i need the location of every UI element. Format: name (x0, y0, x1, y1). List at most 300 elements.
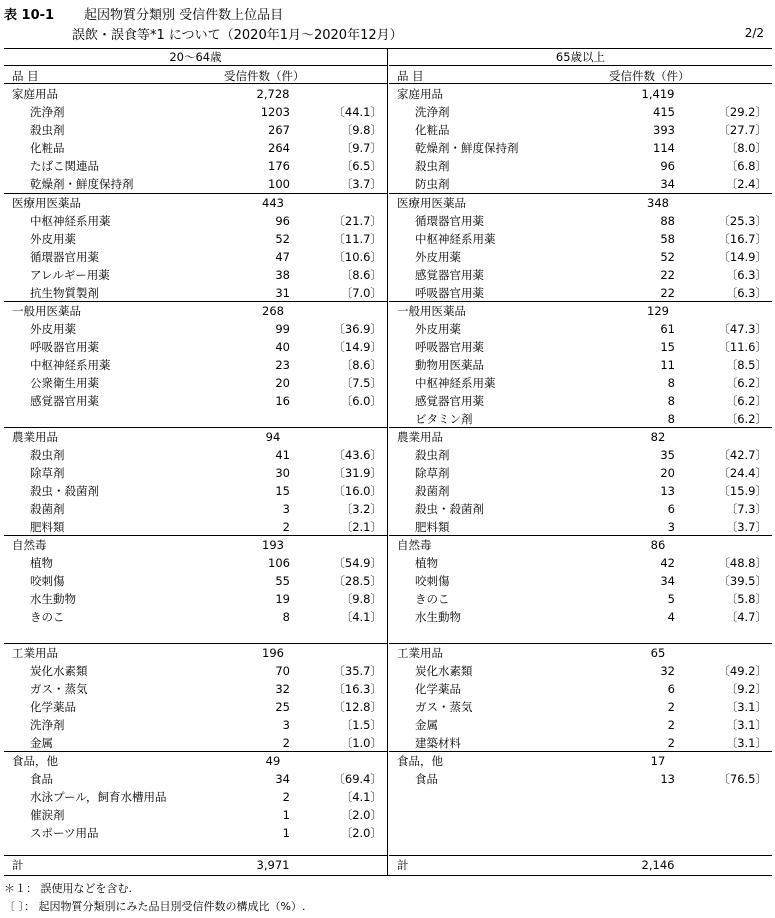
item-row (389, 266, 772, 284)
item-row (389, 356, 772, 374)
category-name: 農業用品 (12, 430, 58, 444)
item-name: 水泳プール，飼育水槽用品 (30, 790, 167, 804)
data-table (4, 48, 772, 876)
item-name: 除草剤 (415, 466, 450, 480)
item-row (389, 734, 772, 752)
item-ratio: 〔4.7〕 (725, 610, 767, 624)
item-count: 2 (282, 790, 290, 804)
item-ratio: 〔3.7〕 (340, 177, 382, 191)
item-count: 264 (268, 141, 290, 155)
item-name: 循環器官用薬 (415, 214, 484, 228)
column-count-label: 受信件数（件） (224, 69, 305, 83)
right-half-65-plus (389, 49, 772, 875)
item-row (389, 392, 772, 410)
item-ratio: 〔11.6〕 (718, 340, 767, 354)
item-row (389, 248, 772, 266)
category-group (389, 535, 772, 626)
item-row (389, 121, 772, 139)
item-row (389, 157, 772, 175)
item-count: 19 (275, 592, 290, 606)
item-count: 30 (275, 466, 290, 480)
item-count: 1 (282, 808, 290, 822)
item-ratio: 〔6.0〕 (340, 394, 382, 408)
item-name: 水生動物 (30, 592, 76, 606)
item-name: スポーツ用品 (30, 826, 99, 840)
category-row (4, 85, 387, 103)
left-half-20-64 (4, 49, 387, 875)
item-row (4, 770, 387, 788)
item-row (389, 284, 772, 302)
category-total: 348 (647, 196, 669, 210)
item-ratio: 〔9.8〕 (340, 592, 382, 606)
item-name: 肥料類 (415, 520, 450, 534)
item-ratio: 〔3.1〕 (725, 736, 767, 750)
item-row (389, 680, 772, 698)
category-row (4, 536, 387, 554)
item-count: 52 (660, 250, 675, 264)
category-group (389, 193, 772, 302)
item-count: 2 (667, 700, 675, 714)
category-total: 443 (262, 196, 284, 210)
item-row (389, 103, 772, 121)
item-name: 洗浄剤 (30, 105, 65, 119)
age-header: 20～64歳 (4, 49, 387, 66)
item-name: 催涙剤 (30, 808, 65, 822)
item-count: 393 (653, 123, 675, 137)
item-count: 6 (667, 682, 675, 696)
item-ratio: 〔6.3〕 (725, 268, 767, 282)
category-row (4, 752, 387, 770)
item-ratio: 〔36.9〕 (333, 322, 382, 336)
item-row (4, 320, 387, 338)
item-ratio: 〔2.4〕 (725, 177, 767, 191)
total-label: 計 (397, 858, 409, 872)
category-name: 自然毒 (12, 538, 47, 552)
category-total: 17 (650, 754, 666, 768)
item-count: 31 (275, 286, 290, 300)
category-total: 268 (262, 304, 284, 318)
item-row (389, 770, 772, 788)
category-name: 家庭用品 (397, 87, 443, 101)
category-group (4, 427, 387, 536)
age-header: 65歳以上 (389, 49, 772, 66)
column-divider (387, 49, 388, 875)
item-row (4, 734, 387, 752)
item-ratio: 〔6.3〕 (725, 286, 767, 300)
item-name: 殺菌剤 (30, 502, 65, 516)
item-count: 96 (660, 159, 675, 173)
item-name: 植物 (415, 556, 438, 570)
item-row (4, 392, 387, 410)
item-ratio: 〔2.0〕 (340, 826, 382, 840)
item-count: 22 (660, 268, 675, 282)
item-name: ガス・蒸気 (415, 700, 473, 714)
item-row (4, 464, 387, 482)
item-count: 415 (653, 105, 675, 119)
category-name: 農業用品 (397, 430, 443, 444)
column-header (4, 66, 387, 84)
item-row (4, 157, 387, 175)
item-row (389, 662, 772, 680)
item-ratio: 〔14.9〕 (718, 250, 767, 264)
item-ratio: 〔7.5〕 (340, 376, 382, 390)
total-row (4, 855, 387, 874)
item-name: 洗浄剤 (30, 718, 65, 732)
item-row (389, 175, 772, 193)
item-row (389, 518, 772, 536)
item-count: 40 (275, 340, 290, 354)
item-name: 肥料類 (30, 520, 65, 534)
category-total: 49 (265, 754, 281, 768)
item-row (4, 338, 387, 356)
total-label: 計 (12, 858, 24, 872)
item-row (389, 554, 772, 572)
item-count: 5 (667, 592, 675, 606)
item-count: 2 (282, 736, 290, 750)
item-ratio: 〔44.1〕 (333, 105, 382, 119)
item-count: 47 (275, 250, 290, 264)
item-ratio: 〔39.5〕 (718, 574, 767, 588)
item-name: 感覚器官用薬 (415, 268, 484, 282)
table-label: 表 10-1 (4, 8, 55, 23)
item-count: 4 (667, 610, 675, 624)
item-name: 外皮用薬 (415, 250, 461, 264)
item-count: 2 (667, 736, 675, 750)
total-value: 2,146 (641, 858, 675, 872)
item-ratio: 〔4.1〕 (340, 610, 382, 624)
item-ratio: 〔8.0〕 (725, 141, 767, 155)
item-ratio: 〔16.7〕 (718, 232, 767, 246)
item-row (4, 680, 387, 698)
item-name: 防虫剤 (415, 177, 450, 191)
category-total: 196 (262, 646, 284, 660)
item-count: 8 (282, 610, 290, 624)
item-name: 呼吸器官用薬 (415, 286, 484, 300)
category-row (389, 302, 772, 320)
item-name: ガス・蒸気 (30, 682, 88, 696)
item-ratio: 〔54.9〕 (333, 556, 382, 570)
item-ratio: 〔16.0〕 (333, 484, 382, 498)
item-name: 殺虫剤 (30, 123, 65, 137)
total-value: 3,971 (256, 858, 290, 872)
category-name: 工業用品 (12, 646, 58, 660)
footnotes (4, 880, 305, 916)
item-count: 8 (667, 412, 675, 426)
item-row (389, 500, 772, 518)
item-name: 炭化水素類 (30, 664, 88, 678)
item-row (389, 698, 772, 716)
item-count: 42 (660, 556, 675, 570)
item-name: 殺虫・殺菌剤 (415, 502, 484, 516)
item-ratio: 〔31.9〕 (333, 466, 382, 480)
item-name: 感覚器官用薬 (415, 394, 484, 408)
footnote-1: ＊１： 誤使用などを含む. (4, 882, 132, 895)
item-count: 20 (660, 466, 675, 480)
item-ratio: 〔42.7〕 (718, 448, 767, 462)
item-count: 96 (275, 214, 290, 228)
item-count: 6 (667, 502, 675, 516)
item-name: 金属 (415, 718, 438, 732)
item-count: 114 (653, 141, 675, 155)
category-name: 家庭用品 (12, 87, 58, 101)
item-count: 55 (275, 574, 290, 588)
category-name: 医療用医薬品 (12, 196, 81, 210)
item-name: きのこ (30, 610, 65, 624)
category-row (389, 536, 772, 554)
item-name: 建築材料 (415, 736, 461, 750)
item-row (4, 554, 387, 572)
item-ratio: 〔16.3〕 (333, 682, 382, 696)
item-ratio: 〔1.0〕 (340, 736, 382, 750)
item-row (389, 482, 772, 500)
item-count: 1203 (260, 105, 290, 119)
item-name: アレルギー用薬 (30, 268, 110, 282)
item-name: 化学薬品 (30, 700, 76, 714)
item-count: 58 (660, 232, 675, 246)
item-row (4, 356, 387, 374)
item-row (4, 698, 387, 716)
item-name: 殺虫剤 (30, 448, 65, 462)
item-row (389, 230, 772, 248)
category-total: 65 (650, 646, 666, 660)
column-header (389, 66, 772, 84)
item-count: 23 (275, 358, 290, 372)
item-ratio: 〔2.1〕 (340, 520, 382, 534)
item-ratio: 〔69.4〕 (333, 772, 382, 786)
category-row (4, 428, 387, 446)
item-ratio: 〔6.2〕 (725, 412, 767, 426)
category-row (4, 194, 387, 212)
item-name: 咬刺傷 (30, 574, 65, 588)
category-row (389, 644, 772, 662)
item-name: 外皮用薬 (415, 322, 461, 336)
footnote-2: 〔 〕： 起因物質分類別にみた品目別受信件数の構成比（%）. (4, 900, 306, 913)
item-ratio: 〔48.8〕 (718, 556, 767, 570)
item-row (4, 572, 387, 590)
item-ratio: 〔7.0〕 (340, 286, 382, 300)
item-row (4, 248, 387, 266)
category-name: 食品，他 (397, 754, 443, 768)
item-name: 食品 (30, 772, 53, 786)
item-count: 8 (667, 394, 675, 408)
item-count: 11 (660, 358, 675, 372)
item-row (4, 446, 387, 464)
item-ratio: 〔28.5〕 (333, 574, 382, 588)
item-name: 植物 (30, 556, 53, 570)
item-name: 外皮用薬 (30, 322, 76, 336)
item-name: 動物用医薬品 (415, 358, 484, 372)
item-count: 1 (282, 826, 290, 840)
item-name: 金属 (30, 736, 53, 750)
item-name: 殺虫剤 (415, 448, 450, 462)
category-row (389, 428, 772, 446)
item-count: 20 (275, 376, 290, 390)
category-total: 82 (650, 430, 666, 444)
category-group (389, 301, 772, 428)
item-ratio: 〔29.2〕 (718, 105, 767, 119)
item-name: 洗浄剤 (415, 105, 450, 119)
item-row (389, 374, 772, 392)
item-name: 殺虫・殺菌剤 (30, 484, 99, 498)
item-ratio: 〔3.2〕 (340, 502, 382, 516)
page-number: 2/2 (744, 26, 764, 40)
item-count: 88 (660, 214, 675, 228)
item-row (4, 175, 387, 193)
column-count-label: 受信件数（件） (609, 69, 690, 83)
item-count: 22 (660, 286, 675, 300)
item-count: 41 (275, 448, 290, 462)
category-row (4, 302, 387, 320)
item-count: 2 (282, 520, 290, 534)
item-name: 化粧品 (415, 123, 450, 137)
item-name: 除草剤 (30, 466, 65, 480)
item-name: 化学薬品 (415, 682, 461, 696)
item-count: 15 (660, 340, 675, 354)
item-name: 外皮用薬 (30, 232, 76, 246)
item-name: 水生動物 (415, 610, 461, 624)
title-block (4, 4, 772, 44)
item-ratio: 〔14.9〕 (333, 340, 382, 354)
item-row (389, 572, 772, 590)
item-ratio: 〔3.1〕 (725, 700, 767, 714)
item-name: きのこ (415, 592, 450, 606)
item-ratio: 〔6.2〕 (725, 394, 767, 408)
item-row (4, 824, 387, 842)
category-group (4, 301, 387, 410)
item-ratio: 〔21.7〕 (333, 214, 382, 228)
item-name: 呼吸器官用薬 (30, 340, 99, 354)
item-ratio: 〔5.8〕 (725, 592, 767, 606)
item-ratio: 〔9.2〕 (725, 682, 767, 696)
item-count: 32 (660, 664, 675, 678)
item-ratio: 〔27.7〕 (718, 123, 767, 137)
item-name: 感覚器官用薬 (30, 394, 99, 408)
table-subtitle: 誤飲・誤食等*1 について（2020年1月～2020年12月） (72, 28, 403, 43)
item-ratio: 〔2.0〕 (340, 808, 382, 822)
category-group (389, 643, 772, 752)
item-row (389, 212, 772, 230)
item-count: 3 (282, 502, 290, 516)
item-row (389, 590, 772, 608)
item-count: 176 (268, 159, 290, 173)
item-count: 32 (275, 682, 290, 696)
item-row (389, 410, 772, 428)
item-name: 乾燥剤・鮮度保持剤 (30, 177, 134, 191)
item-count: 2 (667, 718, 675, 732)
item-count: 34 (275, 772, 290, 786)
item-name: 中枢神経系用薬 (30, 214, 111, 228)
item-row (4, 482, 387, 500)
item-row (4, 608, 387, 626)
item-name: 呼吸器官用薬 (415, 340, 484, 354)
item-name: 乾燥剤・鮮度保持剤 (415, 141, 519, 155)
item-name: 公衆衛生用薬 (30, 376, 99, 390)
item-name: 中枢神経系用薬 (30, 358, 111, 372)
item-ratio: 〔1.5〕 (340, 718, 382, 732)
category-row (4, 644, 387, 662)
item-row (4, 374, 387, 392)
item-row (389, 446, 772, 464)
item-count: 70 (275, 664, 290, 678)
item-row (4, 806, 387, 824)
item-ratio: 〔9.8〕 (340, 123, 382, 137)
item-count: 38 (275, 268, 290, 282)
column-item-label: 品 目 (12, 69, 39, 83)
item-count: 3 (667, 520, 675, 534)
category-group (389, 751, 772, 788)
item-ratio: 〔7.3〕 (725, 502, 767, 516)
item-ratio: 〔35.7〕 (333, 664, 382, 678)
item-name: 中枢神経系用薬 (415, 376, 496, 390)
category-total: 129 (647, 304, 669, 318)
category-row (389, 194, 772, 212)
item-name: たばこ関連品 (30, 159, 99, 173)
category-group (4, 751, 387, 842)
category-name: 自然毒 (397, 538, 432, 552)
item-row (4, 500, 387, 518)
item-count: 13 (660, 484, 675, 498)
category-row (389, 85, 772, 103)
item-name: ビタミン剤 (415, 412, 473, 426)
item-count: 13 (660, 772, 675, 786)
category-name: 工業用品 (397, 646, 443, 660)
item-name: 化粧品 (30, 141, 65, 155)
column-item-label: 品 目 (397, 69, 424, 83)
item-ratio: 〔3.7〕 (725, 520, 767, 534)
item-row (4, 716, 387, 734)
table-title: 起因物質分類別 受信件数上位品目 (84, 8, 284, 23)
item-ratio: 〔9.7〕 (340, 141, 382, 155)
item-row (389, 464, 772, 482)
item-row (4, 266, 387, 284)
category-name: 一般用医薬品 (397, 304, 466, 318)
item-ratio: 〔49.2〕 (718, 664, 767, 678)
item-row (389, 320, 772, 338)
item-row (4, 284, 387, 302)
item-ratio: 〔47.3〕 (718, 322, 767, 336)
item-row (4, 212, 387, 230)
item-count: 267 (268, 123, 290, 137)
item-ratio: 〔6.2〕 (725, 376, 767, 390)
item-row (4, 662, 387, 680)
item-ratio: 〔4.1〕 (340, 790, 382, 804)
category-total: 86 (650, 538, 666, 552)
total-row (389, 855, 772, 874)
category-total: 193 (262, 538, 284, 552)
item-count: 34 (660, 574, 675, 588)
category-total: 1,419 (641, 87, 675, 101)
item-row (389, 608, 772, 626)
category-group (4, 193, 387, 302)
item-row (4, 788, 387, 806)
item-ratio: 〔25.3〕 (718, 214, 767, 228)
item-ratio: 〔8.5〕 (725, 358, 767, 372)
item-name: 殺菌剤 (415, 484, 450, 498)
header-rule (389, 83, 772, 84)
item-count: 3 (282, 718, 290, 732)
item-name: 抗生物質製剤 (30, 286, 99, 300)
item-ratio: 〔8.6〕 (340, 358, 382, 372)
item-ratio: 〔10.6〕 (333, 250, 382, 264)
item-name: 循環器官用薬 (30, 250, 99, 264)
item-count: 100 (268, 177, 290, 191)
item-ratio: 〔8.6〕 (340, 268, 382, 282)
item-count: 61 (660, 322, 675, 336)
item-row (389, 338, 772, 356)
item-row (4, 103, 387, 121)
item-ratio: 〔6.5〕 (340, 159, 382, 173)
item-count: 15 (275, 484, 290, 498)
